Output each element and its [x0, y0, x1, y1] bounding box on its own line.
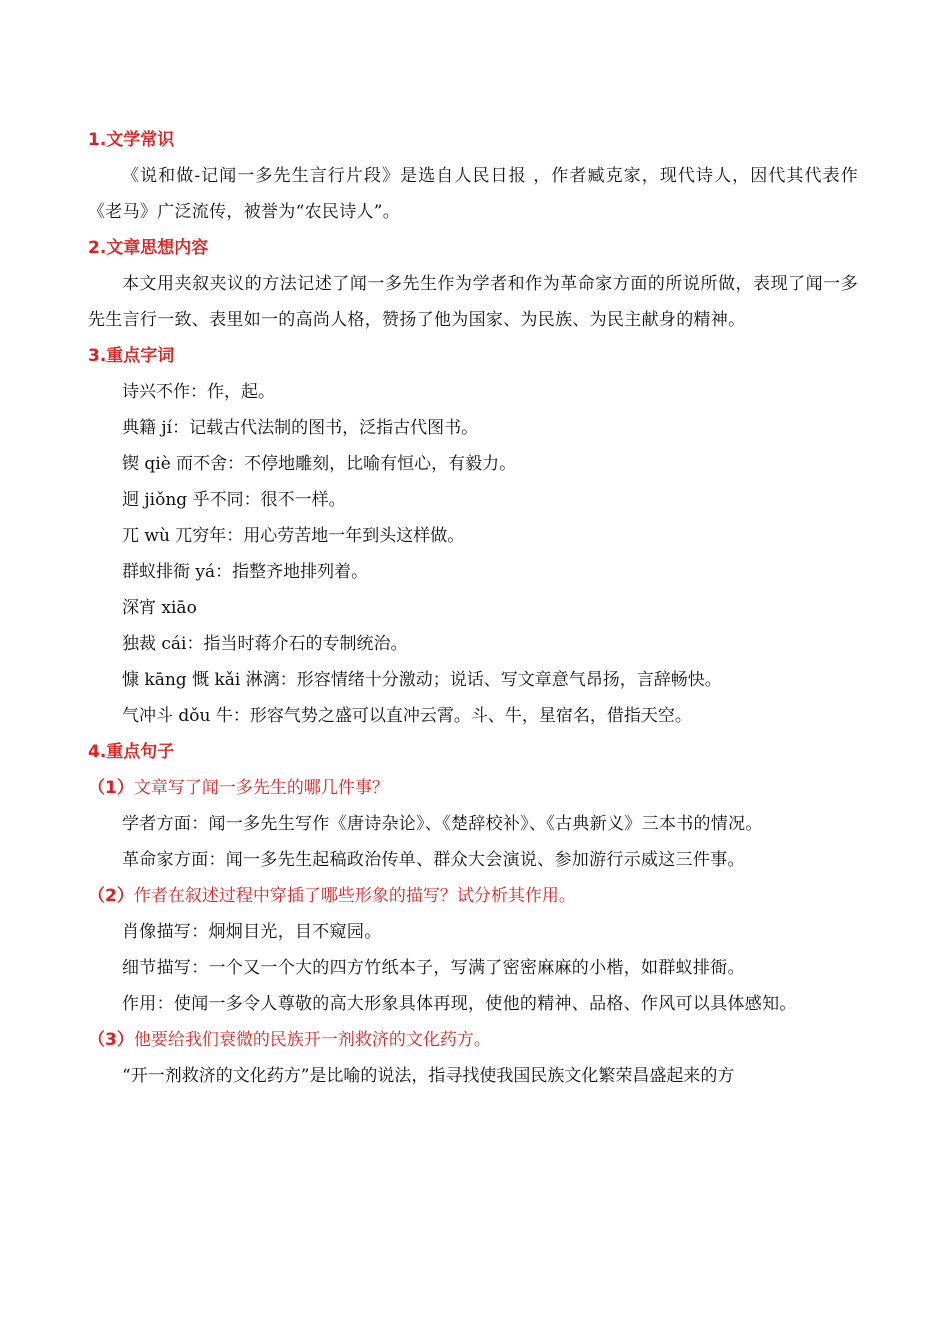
- section-heading-main-idea: 2.文章思想内容: [88, 238, 209, 258]
- answer-paragraph: 革命家方面：闻一多先生起稿政治传单、群众大会演说、参加游行示威这三件事。: [122, 850, 745, 870]
- question-text: 文章写了闻一多先生的哪几件事？: [133, 778, 389, 798]
- answer-paragraph: 肖像描写：炯炯目光，目不窥园。: [122, 922, 382, 942]
- key-word-item: 独裁 cái：指当时蒋介石的专制统治。: [122, 634, 408, 654]
- key-word-item: 气冲斗 dǒu 牛：形容气势之盛可以直冲云霄。斗、牛，星宿名，借指天空。: [122, 706, 692, 726]
- answer-paragraph: “开一剂救济的文化药方”是比喻的说法，指寻找使我国民族文化繁荣昌盛起来的方: [122, 1066, 735, 1086]
- question-number: （1）: [88, 778, 134, 798]
- key-words-list: [88, 374, 858, 734]
- key-word-item: 兀 wù 兀穷年：用心劳苦地一年到头这样做。: [122, 526, 465, 546]
- key-word-item: 深宵 xiāo: [122, 598, 197, 618]
- section-heading-literary-knowledge: 1.文学常识: [88, 130, 175, 150]
- answer-paragraph: 细节描写：一个又一个大的四方竹纸本子，写满了密密麻麻的小楷，如群蚁排衙。: [122, 958, 745, 978]
- section-heading-key-words: 3.重点字词: [88, 346, 175, 366]
- literary-knowledge-paragraph: 《说和做-记闻一多先生言行片段》是选自人民日报 ，作者臧克家，现代诗人，因代其代表作《老马》广泛流传，被誉为“农民诗人”。: [88, 166, 858, 222]
- section-heading-key-sentences: 4.重点句子: [88, 742, 175, 762]
- question-1: [88, 770, 858, 806]
- main-idea-paragraph: 本文用夹叙夹议的方法记述了闻一多先生作为学者和作为革命家方面的所说所做，表现了闻一多先生言行一致、表里如一的高尚人格，赞扬了他为国家、为民族、为民主献身的精神。: [88, 274, 858, 330]
- key-word-item: 诗兴不作：作，起。: [122, 382, 275, 402]
- key-word-item: 群蚁排衙 yá：指整齐地排列着。: [122, 562, 369, 582]
- key-word-item: 锲 qiè 而不舍：不停地雕刻，比喻有恒心，有毅力。: [122, 454, 517, 474]
- question-number: （3）: [88, 1030, 134, 1050]
- question-3: [88, 1022, 858, 1058]
- key-word-item: 慷 kāng 慨 kǎi 淋漓：形容情绪十分激动；说话、写文章意气昂扬，言辞畅快。: [122, 670, 722, 690]
- question-number: （2）: [88, 886, 134, 906]
- question-text: 作者在叙述过程中穿插了哪些形象的描写？试分析其作用。: [133, 886, 576, 906]
- answer-paragraph: 学者方面：闻一多先生写作《唐诗杂论》、《楚辞校补》、《古典新义》三本书的情况。: [122, 814, 763, 834]
- key-word-item: 迥 jiǒng 乎不同：很不一样。: [122, 490, 346, 510]
- answer-paragraph: 作用：使闻一多令人尊敬的高大形象具体再现，使他的精神、品格、作风可以具体感知。: [122, 994, 797, 1014]
- key-word-item: 典籍 jí：记载古代法制的图书，泛指古代图书。: [122, 418, 479, 438]
- question-text: 他要给我们衰微的民族开一剂救济的文化药方。: [133, 1030, 491, 1050]
- question-2: [88, 878, 858, 914]
- document-page: [88, 122, 858, 1094]
